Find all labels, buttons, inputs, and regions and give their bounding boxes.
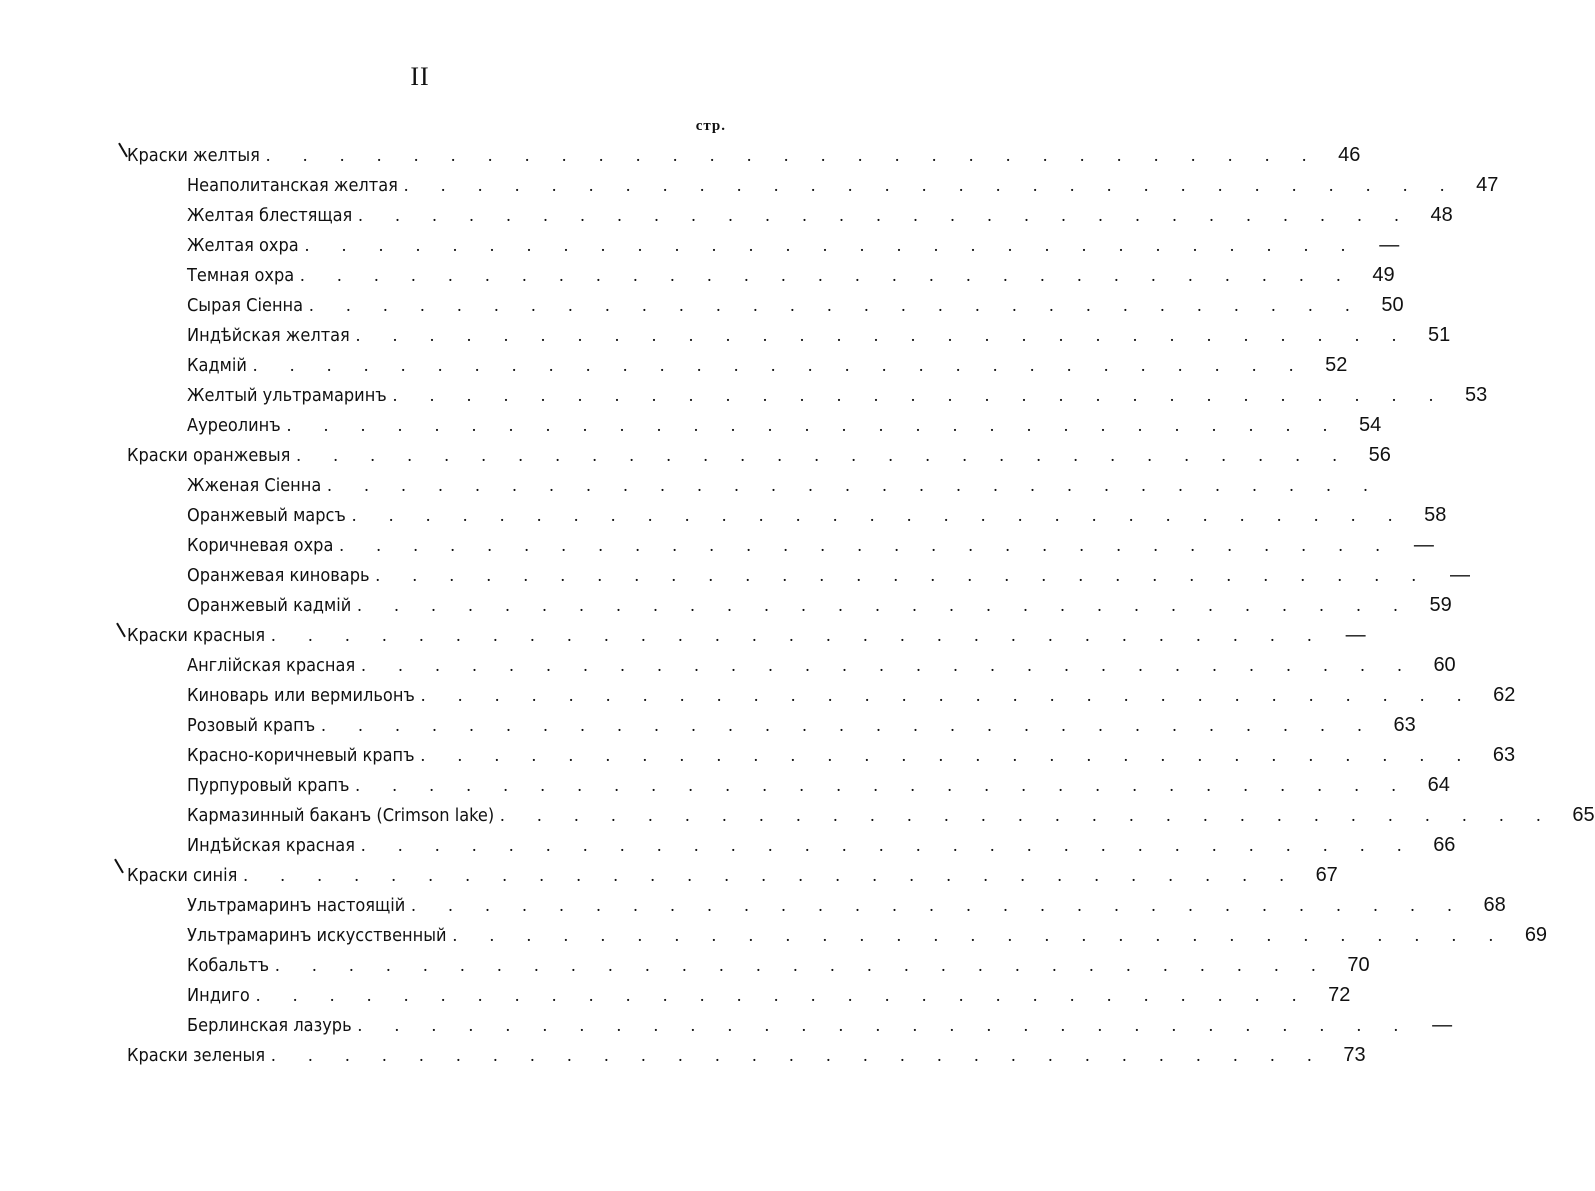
toc-entry-page: 65 [1572,804,1595,826]
toc-entry-title: Коричневая охра [187,535,334,556]
toc-entry-page: 72 [1328,984,1351,1006]
toc-entry-page: — [1450,564,1471,586]
toc-entry-page: 56 [1368,444,1391,466]
toc-entry [187,590,1452,620]
toc-entry [187,200,1453,230]
toc-entry-title: Краски оранжевыя [127,445,291,466]
toc-entry [187,980,1351,1010]
toc-entry [187,800,1595,830]
toc-entry [187,650,1456,680]
dot-leader: . . . . . . . . . . . . . . . . . . . . . . . . . . . . . [321,715,1376,735]
toc-entry-title: Неаполитанская желтая [187,175,398,196]
dot-leader: . . . . . . . . . . . . . . . . . . . . . . . . . . . . . [355,775,1410,795]
dot-leader: . . . . . . . . . . . . . . . . . . . . . . . . . . . . . [392,385,1448,405]
toc-entry-title: Киноварь или вермильонъ [187,685,415,706]
dot-leader: . . . . . . . . . . . . . . . . . . . . . . . . . . . . . [358,205,1413,225]
toc-entry-page: 52 [1325,354,1348,376]
toc-entry [187,470,1382,500]
dot-leader: . . . . . . . . . . . . . . . . . . . . . . . . . . . . . [360,835,1416,855]
toc-entry [187,770,1450,800]
toc-entry-title: Кармазинный баканъ (Crimson lake) [187,805,495,826]
toc-entry [187,920,1548,950]
toc-entry-title: Оранжевая киноварь [187,565,370,586]
toc-entry [187,410,1382,440]
toc-entry-page: 66 [1433,834,1456,856]
dot-leader: . . . . . . . . . . . . . . . . . . . . . . . . . . . . . [500,805,1555,825]
toc-entry [187,290,1404,320]
toc-entry-page: — [1413,534,1434,556]
toc-entry [187,350,1348,380]
toc-entry-page: — [1379,234,1400,256]
toc-entry [187,890,1506,920]
toc-entry-page: 67 [1315,864,1338,886]
toc-entry-title: Розовый крапъ [187,715,316,736]
toc-entry-title: Желтая охра [187,235,299,256]
toc-entry [187,560,1471,590]
toc-entry [187,950,1370,980]
page-number: II [410,62,430,91]
toc-entry-page: 58 [1424,504,1447,526]
dot-leader: . . . . . . . . . . . . . . . . . . . . . . . . . . . . . [452,925,1508,945]
page-column-header: стр. [695,118,726,134]
dot-leader: . . . . . . . . . . . . . . . . . . . . . . . . . . . . . [271,625,1326,645]
toc-entry-page: 68 [1483,894,1506,916]
toc-entry-section [127,140,1361,170]
dot-leader: . . . . . . . . . . . . . . . . . . . . . . . . . . . . . [300,265,1355,285]
toc-entry-title: Англійская красная [187,655,356,676]
toc-entry-page: — [1432,1014,1453,1036]
toc-entry-section [127,1040,1366,1070]
toc-entry [187,1010,1453,1040]
toc-entry-title: Ультрамаринъ настоящій [187,895,406,916]
toc-entry-title: Красно-коричневый крапъ [187,745,415,766]
pencil-tick-mark [114,859,124,874]
dot-leader: . . . . . . . . . . . . . . . . . . . . . . . . . . . . . [309,295,1364,315]
toc-entry-page: 69 [1524,924,1548,946]
toc-entry [187,320,1451,350]
toc-entry [187,710,1416,740]
toc-entry-title: Индиго [187,985,250,1006]
toc-entry-title: Желтый ультрамаринъ [187,385,387,406]
toc-entry-title: Краски желтыя [127,145,260,166]
dot-leader: . . . . . . . . . . . . . . . . . . . . . . . . . . . . . [286,415,1342,435]
toc-entry-title: Берлинская лазурь [187,1015,352,1036]
toc-entry-title: Оранжевый марсъ [187,505,346,526]
toc-entry-title: Индѣйская красная [187,835,355,856]
toc-entry-page: 54 [1358,414,1382,436]
toc-entry [187,380,1488,410]
dot-leader: . . . . . . . . . . . . . . . . . . . . . . . . . . . . . [255,985,1311,1005]
toc-entry [187,530,1434,560]
toc-entry-title: Кобальтъ [187,955,270,976]
toc-entry-page: 70 [1347,954,1370,976]
toc-entry-page: 63 [1492,744,1516,766]
toc-entry-title: Краски красныя [127,625,266,646]
dot-leader: . . . . . . . . . . . . . . . . . . . . . . . . . . . . . [243,865,1298,885]
dot-leader: . . . . . . . . . . . . . . . . . . . . . . . . . . . . . [420,685,1476,705]
toc-entry-page: 60 [1433,654,1456,676]
dot-leader: . . . . . . . . . . . . . . . . . . . . . . . . . . . . . [327,475,1382,495]
toc-entry-title: Индѣйская желтая [187,325,350,346]
toc-entry-title: Жженая Сіенна [187,475,322,496]
toc-entry-page: 73 [1343,1044,1366,1066]
toc-entry-title: Ауреолинъ [187,415,281,436]
dot-leader: . . . . . . . . . . . . . . . . . . . . . . . . . . . . . [403,175,1459,195]
toc-entry-page: 48 [1430,204,1453,226]
toc-entry-page: 46 [1338,144,1361,166]
dot-leader: . . . . . . . . . . . . . . . . . . . . . . . . . . . . . [351,505,1407,525]
dot-leader: . . . . . . . . . . . . . . . . . . . . . . . . . . . . . [357,1015,1413,1035]
toc-entry-section [127,440,1391,470]
toc-entry [187,170,1499,200]
toc-entry-section [127,620,1366,650]
dot-leader: . . . . . . . . . . . . . . . . . . . . . . . . . . . . . [361,655,1416,675]
toc-entry-page: — [1345,624,1366,646]
toc-entry-page: 62 [1493,684,1516,706]
toc-entry-page: 53 [1465,384,1488,406]
dot-leader: . . . . . . . . . . . . . . . . . . . . . . . . . . . . . [265,145,1321,165]
toc-entry-title: Кадмій [187,355,247,376]
toc-entry [187,230,1400,260]
toc-entry-page: 47 [1476,174,1499,196]
toc-entry-page: 50 [1381,294,1404,316]
toc-entry-page: 59 [1429,594,1452,616]
dot-leader: . . . . . . . . . . . . . . . . . . . . . . . . . . . . . [375,565,1431,585]
dot-leader: . . . . . . . . . . . . . . . . . . . . . . . . . . . . . [304,235,1360,255]
toc-entry-page: 63 [1393,714,1416,736]
toc-entry-page: 49 [1372,264,1395,286]
toc-entry-title: Краски зеленыя [127,1045,266,1066]
toc-entry [187,680,1516,710]
toc-entry-title: Ультрамаринъ искусственный [187,925,447,946]
toc-entry-page: 51 [1428,324,1451,346]
dot-leader: . . . . . . . . . . . . . . . . . . . . . . . . . . . . . [411,895,1466,915]
dot-leader: . . . . . . . . . . . . . . . . . . . . . . . . . . . . . [339,535,1394,555]
dot-leader: . . . . . . . . . . . . . . . . . . . . . . . . . . . . . [271,1045,1326,1065]
dot-leader: . . . . . . . . . . . . . . . . . . . . . . . . . . . . . [420,745,1476,765]
toc-entry-title: Желтая блестящая [187,205,353,226]
toc-entry-title: Сырая Сіенна [187,295,304,316]
dot-leader: . . . . . . . . . . . . . . . . . . . . . . . . . . . . . [296,445,1351,465]
toc-entry [187,740,1516,770]
dot-leader: . . . . . . . . . . . . . . . . . . . . . . . . . . . . . [252,355,1308,375]
toc-entry [187,260,1395,290]
dot-leader: . . . . . . . . . . . . . . . . . . . . . . . . . . . . . [275,955,1330,975]
toc-entry-title: Краски синія [127,865,238,886]
toc-entry-title: Пурпуровый крапъ [187,775,350,796]
toc-entry-title: Темная охра [187,265,295,286]
pencil-tick-mark [116,623,126,638]
toc-entry [187,830,1456,860]
dot-leader: . . . . . . . . . . . . . . . . . . . . . . . . . . . . . [357,595,1412,615]
toc-entry [187,500,1447,530]
toc-entry-page: 64 [1427,774,1450,796]
toc-entry-section [127,860,1338,890]
toc-entry-title: Оранжевый кадмій [187,595,352,616]
dot-leader: . . . . . . . . . . . . . . . . . . . . . . . . . . . . . [355,325,1411,345]
